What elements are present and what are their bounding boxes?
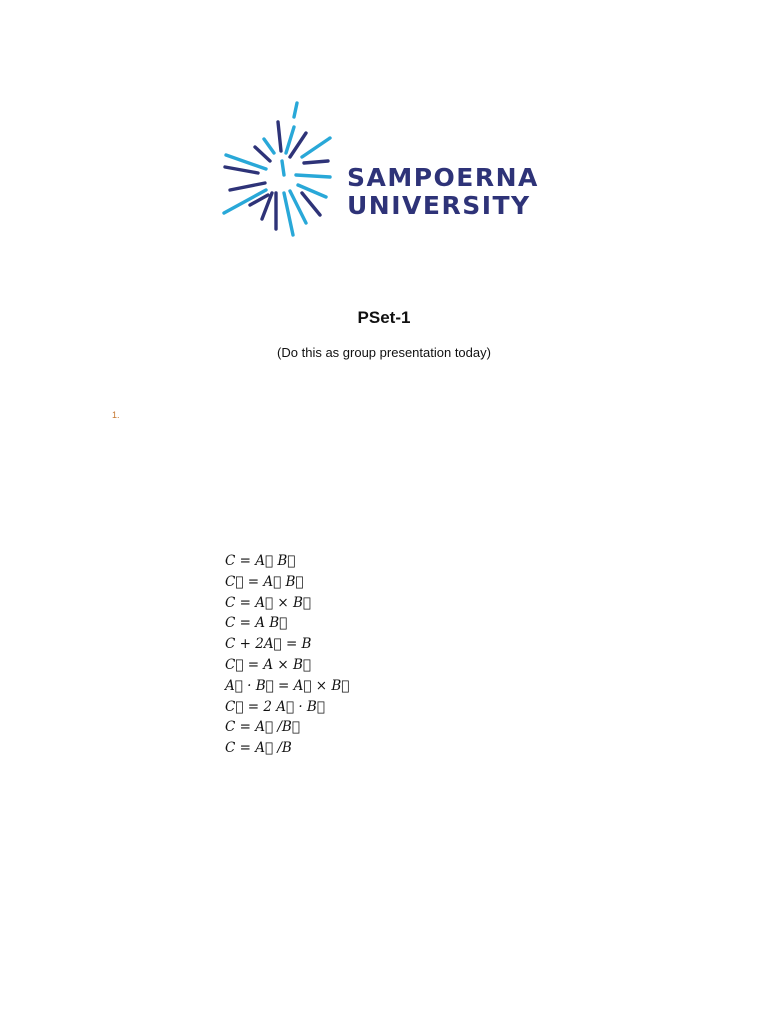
equation-9: C = A⃗ /B⃗ — [225, 719, 300, 736]
logo-wordmark-line2: UNIVERSITY — [347, 191, 531, 220]
starburst-icon — [210, 95, 340, 255]
equation-4: C = A B⃗ — [225, 615, 288, 632]
logo-wordmark-line1: SAMPOERNA — [347, 163, 539, 192]
equation-2: C⃗ = A⃗ B⃗ — [225, 573, 304, 590]
equation-3: C = A⃗ × B⃗ — [225, 594, 311, 611]
equation-6: C⃗ = A × B⃗ — [225, 656, 311, 673]
equation-10: C = A⃗ /B — [225, 740, 292, 757]
list-item-number: 1. — [112, 410, 120, 420]
equation-8: C⃗ = 2 A⃗ · B⃗ — [225, 698, 325, 715]
university-logo — [210, 95, 550, 255]
page-title: PSet-1 — [357, 308, 411, 327]
equation-7: A⃗ · B⃗ = A⃗ × B⃗ — [225, 677, 350, 694]
equation-5: C + 2A⃗ = B — [225, 636, 312, 653]
equation-list — [225, 551, 349, 759]
page-subtitle: (Do this as group presentation today) — [277, 345, 491, 360]
equation-1: C = A⃗ B⃗ — [225, 553, 296, 569]
